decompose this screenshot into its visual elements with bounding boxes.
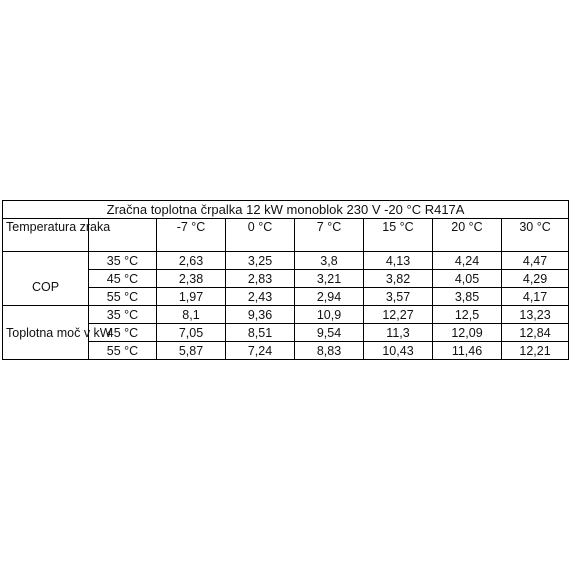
value-cell: 9,36 xyxy=(226,306,295,324)
value-cell: 9,54 xyxy=(295,324,364,342)
water-temp-cell: 55 °C xyxy=(89,342,157,360)
value-cell: 3,21 xyxy=(295,270,364,288)
header-column: 7 °C xyxy=(295,219,364,252)
table-row xyxy=(3,252,569,270)
header-column: 30 °C xyxy=(502,219,569,252)
table-header-row xyxy=(3,219,569,252)
value-cell: 10,43 xyxy=(364,342,433,360)
value-cell: 12,84 xyxy=(502,324,569,342)
value-cell: 3,25 xyxy=(226,252,295,270)
value-cell: 10,9 xyxy=(295,306,364,324)
header-column: 20 °C xyxy=(433,219,502,252)
table-row xyxy=(3,306,569,324)
value-cell: 8,51 xyxy=(226,324,295,342)
value-cell: 4,47 xyxy=(502,252,569,270)
value-cell: 3,85 xyxy=(433,288,502,306)
value-cell: 8,1 xyxy=(157,306,226,324)
value-cell: 11,46 xyxy=(433,342,502,360)
value-cell: 1,97 xyxy=(157,288,226,306)
value-cell: 2,38 xyxy=(157,270,226,288)
value-cell: 12,09 xyxy=(433,324,502,342)
value-cell: 12,5 xyxy=(433,306,502,324)
value-cell: 3,8 xyxy=(295,252,364,270)
value-cell: 4,13 xyxy=(364,252,433,270)
header-air-temperature-label: Temperatura zraka xyxy=(3,219,89,252)
value-cell: 13,23 xyxy=(502,306,569,324)
value-cell: 12,27 xyxy=(364,306,433,324)
value-cell: 5,87 xyxy=(157,342,226,360)
header-column: 0 °C xyxy=(226,219,295,252)
value-cell: 11,3 xyxy=(364,324,433,342)
heat-pump-spec-table xyxy=(2,200,569,360)
header-column: 15 °C xyxy=(364,219,433,252)
group-label-cop: COP xyxy=(3,252,89,306)
water-temp-cell: 45 °C xyxy=(89,324,157,342)
water-temp-cell: 35 °C xyxy=(89,306,157,324)
group-label-heat-output: Toplotna moč v kW xyxy=(3,306,89,360)
value-cell: 7,24 xyxy=(226,342,295,360)
value-cell: 12,21 xyxy=(502,342,569,360)
water-temp-cell: 55 °C xyxy=(89,288,157,306)
value-cell: 4,05 xyxy=(433,270,502,288)
value-cell: 3,57 xyxy=(364,288,433,306)
value-cell: 2,83 xyxy=(226,270,295,288)
value-cell: 4,17 xyxy=(502,288,569,306)
table-title: Zračna toplotna črpalka 12 kW monoblok 230 V -20 °C R417A xyxy=(3,201,569,219)
table-title-row xyxy=(3,201,569,219)
water-temp-cell: 45 °C xyxy=(89,270,157,288)
value-cell: 2,94 xyxy=(295,288,364,306)
value-cell: 4,29 xyxy=(502,270,569,288)
header-column: -7 °C xyxy=(157,219,226,252)
value-cell: 4,24 xyxy=(433,252,502,270)
value-cell: 3,82 xyxy=(364,270,433,288)
value-cell: 7,05 xyxy=(157,324,226,342)
value-cell: 2,63 xyxy=(157,252,226,270)
water-temp-cell: 35 °C xyxy=(89,252,157,270)
value-cell: 2,43 xyxy=(226,288,295,306)
value-cell: 8,83 xyxy=(295,342,364,360)
